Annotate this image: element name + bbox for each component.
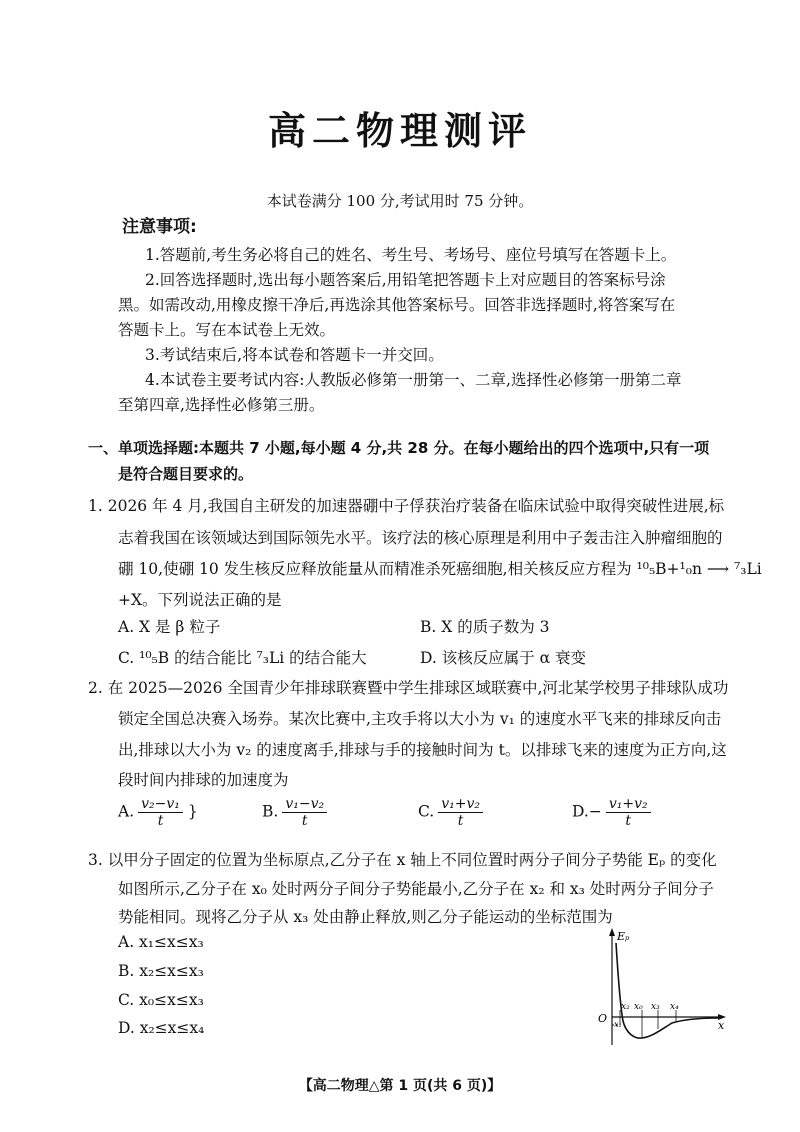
notice-line: 1.答题前,考生务必将自己的姓名、考生号、考场号、座位号填写在答题卡上。	[145, 246, 677, 264]
notice-line: 3.考试结束后,将本试卷和答题卡一并交回。	[145, 346, 444, 364]
q3-stem: 势能相同。现将乙分子从 x₃ 处由静止释放,则乙分子能运动的坐标范围为	[118, 908, 613, 926]
q3-stem: 3. 以甲分子固定的位置为坐标原点,乙分子在 x 轴上不同位置时两分子间分子势能 Eₚ 的变化	[88, 851, 717, 869]
q3-option-c[interactable]: C. x₀≤x≤x₃	[118, 991, 204, 1009]
fraction-numerator: v₁+v₂	[606, 796, 651, 813]
notice-line: 答题卡上。写在本试卷上无效。	[118, 321, 336, 339]
section-heading: 一、单项选择题:本题共 7 小题,每小题 4 分,共 28 分。在每小题给出的四个选项中,只有一项	[88, 439, 710, 457]
q2-option-d[interactable]	[572, 796, 651, 829]
q1-option-b[interactable]: B. X 的质子数为 3	[420, 618, 550, 636]
notice-line: 4.本试卷主要考试内容:人教版必修第一册第一、二章,选择性必修第一册第二章	[145, 371, 682, 389]
fraction-denominator: t	[625, 813, 632, 829]
q1-option-c[interactable]: C. ¹⁰₅B 的结合能比 ⁷₃Li 的结合能大	[118, 649, 367, 667]
y-axis-label: Eₚ	[617, 930, 630, 943]
page-footer: 【高二物理△第 1 页(共 6 页)】	[298, 1078, 502, 1094]
q1-stem: 1. 2026 年 4 月,我国自主研发的加速器硼中子俘获治疗装备在临床试验中取得突破性进展,标	[88, 497, 725, 515]
x2-label: x₂	[621, 1002, 630, 1012]
fraction-denominator: t	[457, 813, 464, 829]
x1-label: x₁	[614, 1020, 622, 1029]
x-axis-label: x	[718, 1019, 725, 1032]
q1-stem: 志着我国在该领域达到国际领先水平。该疗法的核心原理是利用中子轰击注入肿瘤细胞的	[118, 529, 723, 547]
section-heading-cont: 是符合题目要求的。	[118, 465, 254, 483]
potential-curve	[616, 943, 718, 1038]
option-sign: −	[588, 802, 602, 821]
y-axis-arrow	[609, 928, 615, 936]
fraction-numerator: v₂−v₁	[138, 796, 183, 813]
q3-stem: 如图所示,乙分子在 x₀ 处时两分子间分子势能最小,乙分子在 x₂ 和 x₃ 处时两分子间分子	[118, 880, 714, 898]
notice-heading: 注意事项:	[122, 217, 197, 237]
notice-line: 黑。如需改动,用橡皮擦干净后,再选涂其他答案标号。回答非选择题时,将答案写在	[118, 296, 676, 314]
q2-stem: 2. 在 2025—2026 全国青少年排球联赛暨中学生排球区域联赛中,河北某学校男子排球队成功	[88, 679, 729, 697]
q1-stem: 硼 10,使硼 10 发生核反应释放能量从而精准杀死癌细胞,相关核反应方程为 ¹⁰₅B+¹₀n ⟶ ⁷₃Li	[118, 560, 762, 578]
q2-stem: 锁定全国总决赛入场券。某次比赛中,主攻手将以大小为 v₁ 的速度水平飞来的排球反向击	[118, 710, 722, 728]
exam-info: 本试卷满分 100 分,考试用时 75 分钟。	[266, 192, 534, 210]
x0-label: x₀	[634, 1002, 643, 1012]
option-label: D.	[572, 802, 589, 821]
q3-option-b[interactable]: B. x₂≤x≤x₃	[118, 962, 204, 980]
q3-option-d[interactable]: D. x₂≤x≤x₄	[118, 1019, 205, 1037]
fraction-denominator: t	[301, 813, 308, 829]
q3-option-a[interactable]: A. x₁≤x≤x₃	[118, 933, 204, 951]
fraction-numerator: v₁+v₂	[438, 796, 483, 813]
option-label: B.	[262, 802, 279, 821]
page-title: 高二物理测评	[267, 109, 532, 153]
q2-option-a[interactable]: A. $\frac{\text{v₂−v₁}}{t}$ }	[118, 796, 198, 829]
q1-option-a[interactable]: A. X 是 β 粒子	[118, 618, 221, 636]
fraction-numerator: v₁−v₂	[282, 796, 327, 813]
q2-option-c[interactable]	[418, 796, 483, 829]
option-label: C.	[418, 802, 435, 821]
potential-energy-figure	[590, 925, 730, 1050]
x3-label: x₃	[651, 1002, 660, 1012]
origin-label: O	[598, 1012, 608, 1025]
notice-line: 2.回答选择题时,选出每小题答案后,用铅笔把答题卡上对应题目的答案标号涂	[145, 271, 666, 289]
q2-stem: 段时间内排球的加速度为	[118, 771, 289, 789]
notice-line: 至第四章,选择性必修第三册。	[118, 396, 325, 414]
q1-option-d[interactable]: D. 该核反应属于 α 衰变	[420, 649, 587, 667]
x4-label: x₄	[670, 1002, 679, 1012]
q2-option-b[interactable]	[262, 796, 327, 829]
option-label: A.	[118, 802, 135, 821]
q2-stem: 出,排球以大小为 v₂ 的速度离手,排球与手的接触时间为 t。以排球飞来的速度为正方向,这	[118, 741, 727, 759]
fraction-denominator: t	[157, 813, 164, 829]
q1-stem: +X。下列说法正确的是	[118, 591, 282, 609]
